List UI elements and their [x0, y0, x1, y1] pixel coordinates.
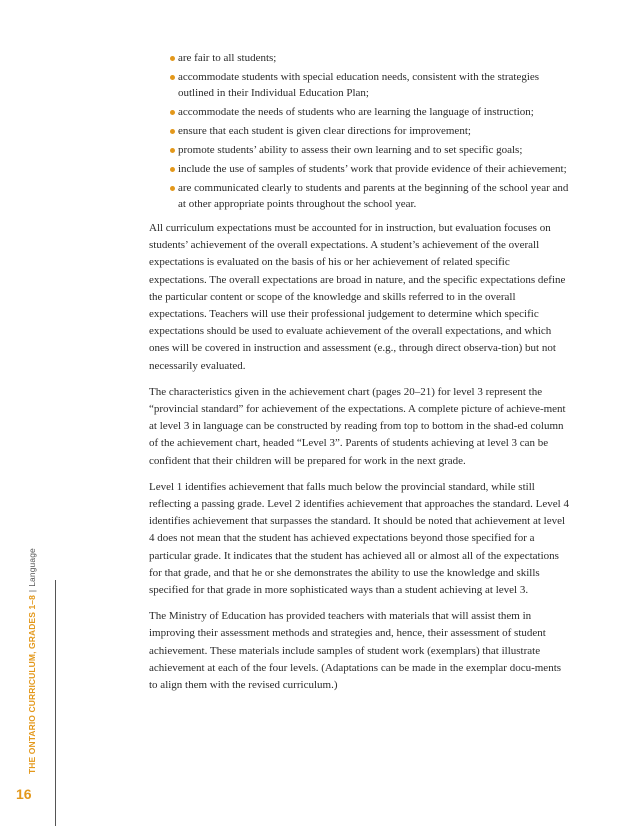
- list-item-text: ensure that each student is given clear directions for improvement;: [178, 125, 471, 137]
- list-item: [149, 104, 569, 120]
- list-item-text: promote students’ ability to assess their own learning and to set specific goals;: [178, 144, 523, 156]
- bullet-dot-icon: [170, 167, 175, 172]
- list-item: [149, 69, 569, 101]
- list-item-text: accommodate the needs of students who are learning the language of instruction;: [178, 106, 534, 118]
- main-content: [149, 50, 569, 703]
- title-separator: |: [27, 589, 37, 593]
- bullet-dot-icon: [170, 110, 175, 115]
- list-item-text: are fair to all students;: [178, 52, 277, 64]
- bullet-dot-icon: [170, 186, 175, 191]
- list-item: [149, 180, 569, 212]
- body-paragraph: The Ministry of Education has provided teachers with materials that will assist them in improving their assessment methods and strategies and, hence, their assessment of student achievement. These materials include samples of student work (exemplars) that illustrate achievement at each of the four levels. (Adaptations can be made in the exemplar docu-ments to align them with the revised curriculum.): [149, 610, 562, 692]
- sidebar-divider: [55, 580, 56, 826]
- book-title: THE ONTARIO CURRICULUM, GRADES 1–8: [27, 595, 37, 774]
- running-title: [25, 548, 39, 774]
- body-paragraph: All curriculum expectations must be accounted for in instruction, but evaluation focuses on students’ achievement of the overall expectations. A student’s achievement of the overall expectations is evaluated on the basis of his or her achievement of related specific expectations. The overall expectations are broad in nature, and the specific expectations define the particular content or scope of the knowledge and skills referred to in the overall expectations. Teachers will use their professional judgement to determine which specific expectations should be used to evaluate achievement of the overall expectations, and which ones will be covered in instruction and assessment (e.g., through direct observa-tion) but not necessarily evaluated.: [149, 222, 566, 372]
- bullet-dot-icon: [170, 129, 175, 134]
- list-item-text: accommodate students with special education needs, consistent with the strategies outlined in their Individual Education Plan;: [178, 71, 540, 99]
- list-item: [149, 161, 569, 177]
- bullet-list: [149, 50, 569, 212]
- list-item: [149, 123, 569, 139]
- bullet-dot-icon: [170, 75, 175, 80]
- list-item-text: include the use of samples of students’ work that provide evidence of their achievement;: [178, 163, 567, 175]
- body-paragraph: The characteristics given in the achievement chart (pages 20–21) for level 3 represent the “provincial standard” for achievement of the expectations. A complete picture of achieve-ment at level 3 in language can be constructed by reading from top to bottom in the shad-ed column of the achievement chart, headed “Level 3”. Parents of students achieving at level 3 can be confident that their children will be prepared for work in the next grade.: [149, 385, 566, 467]
- list-item: [149, 142, 569, 158]
- bullet-dot-icon: [170, 56, 175, 61]
- subject-title: Language: [27, 548, 37, 587]
- list-item: [149, 50, 569, 66]
- bullet-dot-icon: [170, 148, 175, 153]
- list-item-text: are communicated clearly to students and parents at the beginning of the school year and at other appropriate points throughout the school year.: [178, 182, 569, 210]
- page-number: 16: [16, 786, 32, 802]
- body-paragraph: Level 1 identifies achievement that falls much below the provincial standard, while still reflecting a passing grade. Level 2 identifies achievement that approaches the standard. Level 4 identifies achievement that surpasses the standard. It should be noted that achievement at level 4 does not mean that the student has achieved expectations beyond those specified for a particular grade. It indicates that the student has achieved all or almost all of the expectations for that grade, and that he or she demonstrates the ability to use the knowledge and skills specified for that grade in more sophisticated ways than a student achieving at level 3.: [149, 480, 569, 597]
